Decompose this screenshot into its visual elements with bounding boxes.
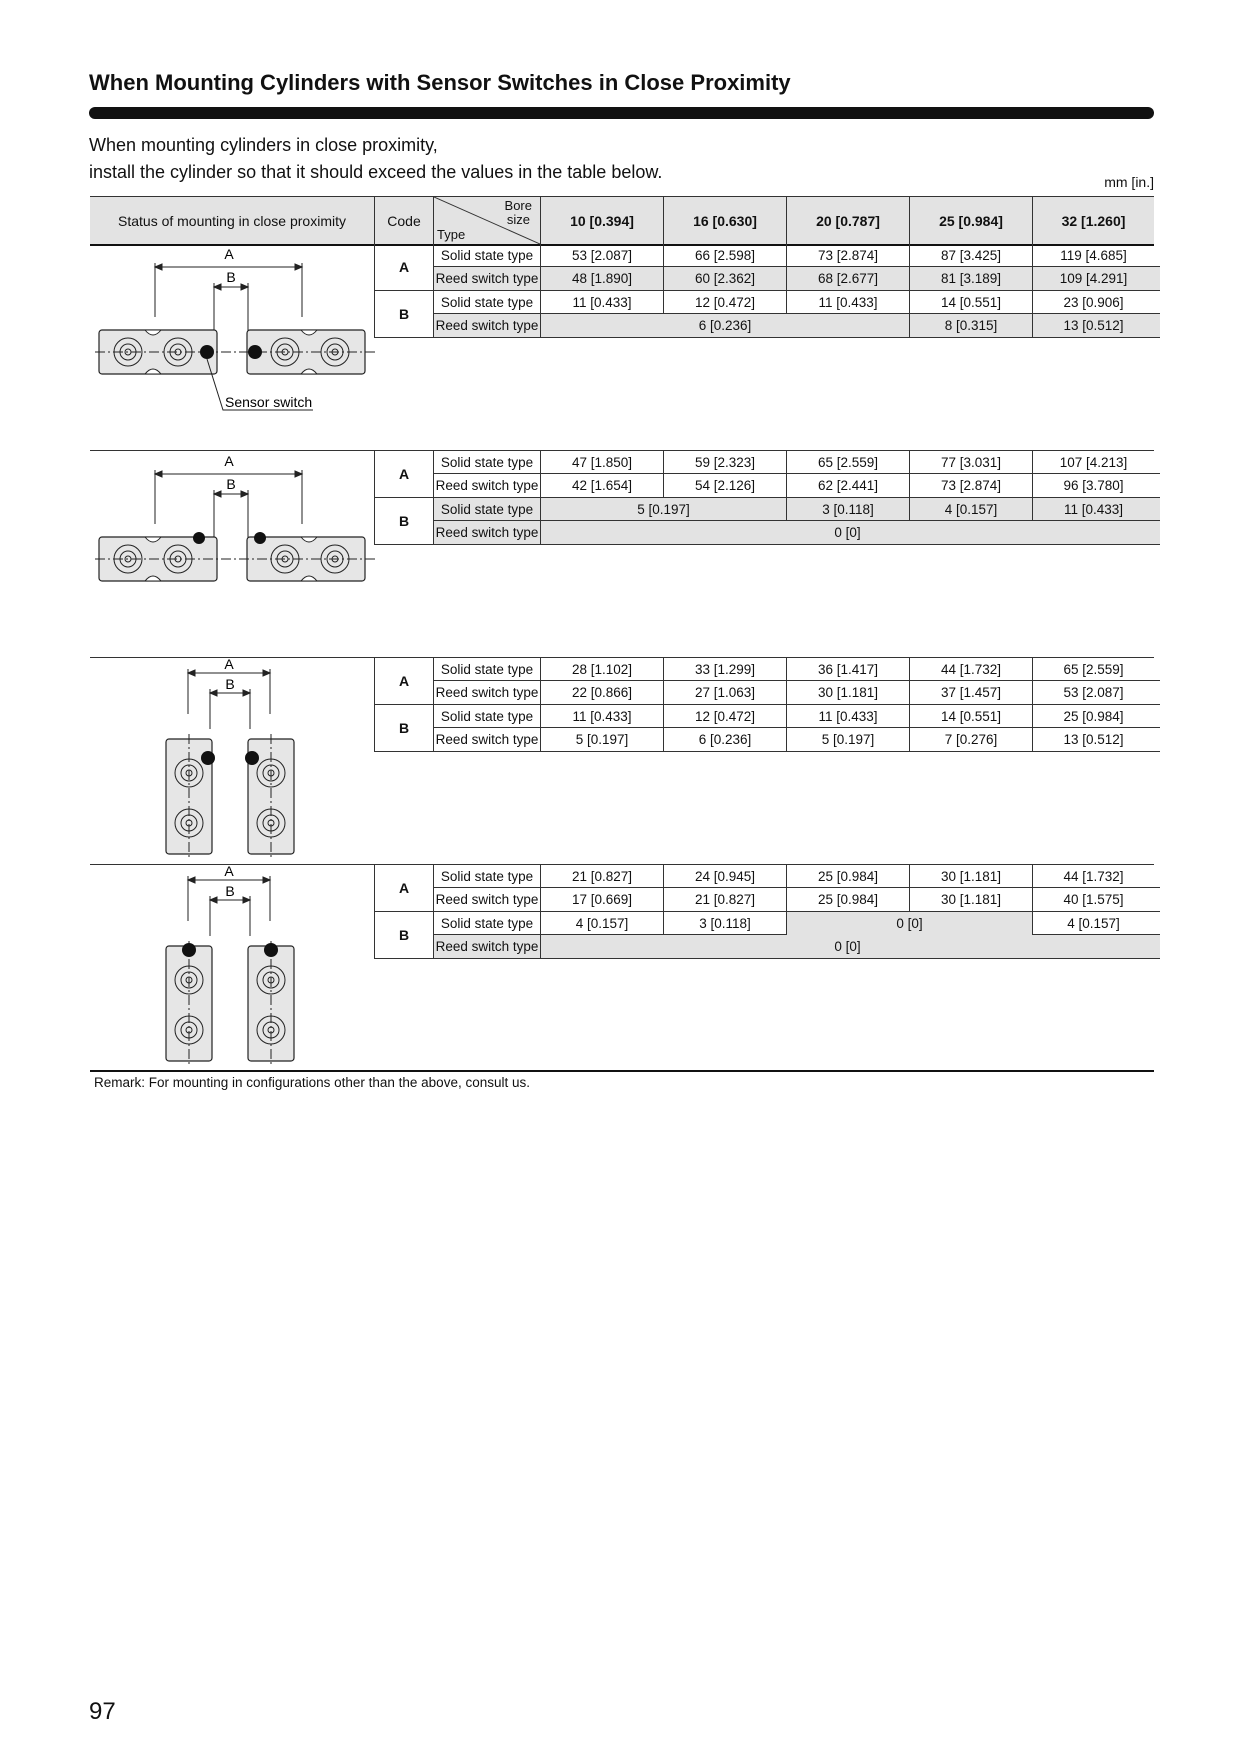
value-cell: 81 [3.189] xyxy=(909,267,1032,290)
table-row xyxy=(433,888,1160,912)
value-cell: 5 [0.197] xyxy=(540,498,786,521)
value-cell: 65 [2.559] xyxy=(786,451,909,474)
value-cell: 21 [0.827] xyxy=(663,888,786,911)
table-row xyxy=(433,705,1160,728)
type-label: Reed switch type xyxy=(433,521,540,544)
value-cell: 4 [0.157] xyxy=(540,912,663,935)
value-cell: 87 [3.425] xyxy=(909,244,1032,267)
value-cell: 25 [0.984] xyxy=(1032,705,1154,728)
value-cell: 8 [0.315] xyxy=(909,314,1032,337)
value-cell: 33 [1.299] xyxy=(663,658,786,681)
remark-text: Remark: For mounting in configurations other than the above, consult us. xyxy=(94,1075,530,1090)
fig3-label-b: B xyxy=(225,676,235,692)
units-label: mm [in.] xyxy=(1104,174,1154,190)
value-cell: 17 [0.669] xyxy=(540,888,663,911)
table-header xyxy=(90,196,1154,246)
sensor-switch-icon xyxy=(193,532,205,544)
value-cell: 28 [1.102] xyxy=(540,658,663,681)
value-cell: 22 [0.866] xyxy=(540,681,663,704)
type-label: Solid state type xyxy=(433,451,540,474)
sensor-switch-icon xyxy=(245,751,259,765)
value-cell: 107 [4.213] xyxy=(1032,451,1154,474)
value-cell: 54 [2.126] xyxy=(663,474,786,497)
table-row xyxy=(433,314,1160,338)
type-label: Solid state type xyxy=(433,705,540,728)
header-bore-10: 10 [0.394] xyxy=(540,197,663,244)
s4-code-a: A xyxy=(374,865,433,912)
type-label: Solid state type xyxy=(433,498,540,521)
sensor-switch-label: Sensor switch xyxy=(225,394,313,410)
value-cell: 62 [2.441] xyxy=(786,474,909,497)
value-cell: 4 [0.157] xyxy=(909,498,1032,521)
fig2-label-a: A xyxy=(224,453,234,469)
value-cell: 11 [0.433] xyxy=(786,291,909,314)
sensor-switch-icon xyxy=(254,532,266,544)
intro-line-1: When mounting cylinders in close proximity, xyxy=(89,135,438,155)
header-bore-20: 20 [0.787] xyxy=(786,197,909,244)
type-label: Reed switch type xyxy=(433,314,540,337)
table-row xyxy=(433,865,1160,888)
value-cell: 65 [2.559] xyxy=(1032,658,1154,681)
value-cell: 109 [4.291] xyxy=(1032,267,1154,290)
intro-line-2: install the cylinder so that it should exceed the values in the table below. xyxy=(89,162,663,182)
type-label: Solid state type xyxy=(433,291,540,314)
value-cell: 37 [1.457] xyxy=(909,681,1032,704)
value-cell: 24 [0.945] xyxy=(663,865,786,888)
value-cell: 59 [2.323] xyxy=(663,451,786,474)
value-cell: 25 [0.984] xyxy=(786,888,909,911)
s1-code-a: A xyxy=(374,244,433,291)
value-cell: 53 [2.087] xyxy=(1032,681,1154,704)
figure-2-diagram xyxy=(95,452,375,602)
value-cell: 13 [0.512] xyxy=(1032,728,1154,751)
value-cell: 0 [0] xyxy=(540,935,1154,958)
intro-text xyxy=(89,132,662,186)
value-cell: 77 [3.031] xyxy=(909,451,1032,474)
value-cell: 36 [1.417] xyxy=(786,658,909,681)
value-cell: 12 [0.472] xyxy=(663,291,786,314)
table-bottom-rule xyxy=(90,1070,1154,1072)
value-cell: 73 [2.874] xyxy=(786,244,909,267)
value-cell: 73 [2.874] xyxy=(909,474,1032,497)
sensor-switch-icon xyxy=(248,345,262,359)
header-code: Code xyxy=(374,197,433,244)
figure-1-diagram xyxy=(95,245,375,425)
fig4-label-a: A xyxy=(224,866,234,879)
value-cell: 0 [0] xyxy=(540,521,1154,544)
s3-code-b: B xyxy=(374,705,433,752)
figure-4-diagram xyxy=(150,866,320,1066)
type-label: Reed switch type xyxy=(433,681,540,704)
figure-3-diagram xyxy=(150,659,320,859)
table-row xyxy=(433,912,1160,935)
value-cell: 53 [2.087] xyxy=(540,244,663,267)
value-cell: 13 [0.512] xyxy=(1032,314,1154,337)
value-cell: 11 [0.433] xyxy=(540,291,663,314)
value-cell: 44 [1.732] xyxy=(909,658,1032,681)
value-cell: 30 [1.181] xyxy=(786,681,909,704)
value-cell: 23 [0.906] xyxy=(1032,291,1154,314)
s1-code-b: B xyxy=(374,291,433,338)
value-cell: 14 [0.551] xyxy=(909,705,1032,728)
s2-code-b: B xyxy=(374,498,433,545)
table-row xyxy=(433,451,1160,474)
type-label: Solid state type xyxy=(433,865,540,888)
value-cell: 30 [1.181] xyxy=(909,888,1032,911)
s3-code-a: A xyxy=(374,658,433,705)
value-cell: 14 [0.551] xyxy=(909,291,1032,314)
value-cell: 25 [0.984] xyxy=(786,865,909,888)
type-label: Solid state type xyxy=(433,244,540,267)
value-cell: 11 [0.433] xyxy=(786,705,909,728)
type-label: Solid state type xyxy=(433,912,540,935)
value-cell: 119 [4.685] xyxy=(1032,244,1154,267)
header-status: Status of mounting in close proximity xyxy=(118,212,346,229)
page-title: When Mounting Cylinders with Sensor Switches in Close Proximity xyxy=(89,70,791,95)
value-cell: 60 [2.362] xyxy=(663,267,786,290)
value-cell: 44 [1.732] xyxy=(1032,865,1154,888)
header-bore-16: 16 [0.630] xyxy=(663,197,786,244)
header-type-bore xyxy=(433,197,540,244)
header-bore-25: 25 [0.984] xyxy=(909,197,1032,244)
value-cell: 48 [1.890] xyxy=(540,267,663,290)
value-cell: 27 [1.063] xyxy=(663,681,786,704)
table-row xyxy=(433,474,1160,498)
header-bore-1: Bore xyxy=(504,198,532,213)
type-label: Reed switch type xyxy=(433,728,540,751)
sensor-switch-icon xyxy=(201,751,215,765)
fig2-label-b: B xyxy=(226,476,236,492)
fig1-label-b: B xyxy=(226,269,236,285)
table-row xyxy=(433,498,1160,521)
header-bore-32: 32 [1.260] xyxy=(1032,197,1154,244)
value-cell: 0 [0] xyxy=(786,912,1032,935)
value-cell: 12 [0.472] xyxy=(663,705,786,728)
s2-code-a: A xyxy=(374,451,433,498)
sensor-switch-icon xyxy=(182,943,196,957)
title-rule xyxy=(89,107,1154,119)
value-cell: 7 [0.276] xyxy=(909,728,1032,751)
sensor-switch-icon xyxy=(200,345,214,359)
value-cell: 30 [1.181] xyxy=(909,865,1032,888)
type-label: Solid state type xyxy=(433,658,540,681)
value-cell: 5 [0.197] xyxy=(540,728,663,751)
value-cell: 6 [0.236] xyxy=(540,314,909,337)
fig4-label-b: B xyxy=(225,883,235,899)
value-cell: 11 [0.433] xyxy=(1032,498,1154,521)
fig3-label-a: A xyxy=(224,659,234,672)
s4-code-b: B xyxy=(374,912,433,959)
page-number: 97 xyxy=(89,1698,116,1725)
table-row xyxy=(433,728,1160,752)
table-row xyxy=(433,291,1160,314)
type-label: Reed switch type xyxy=(433,935,540,958)
header-type: Type xyxy=(437,227,466,242)
value-cell: 11 [0.433] xyxy=(540,705,663,728)
header-bore-2: size xyxy=(506,212,530,227)
type-label: Reed switch type xyxy=(433,888,540,911)
type-label: Reed switch type xyxy=(433,267,540,290)
table-row xyxy=(433,244,1160,267)
value-cell: 47 [1.850] xyxy=(540,451,663,474)
value-cell: 4 [0.157] xyxy=(1032,912,1154,935)
table-row xyxy=(433,935,1160,959)
table-row xyxy=(433,658,1160,681)
table-row xyxy=(433,681,1160,705)
value-cell: 21 [0.827] xyxy=(540,865,663,888)
value-cell: 3 [0.118] xyxy=(786,498,909,521)
value-cell: 3 [0.118] xyxy=(663,912,786,935)
table-row xyxy=(433,267,1160,291)
value-cell: 40 [1.575] xyxy=(1032,888,1154,911)
fig1-label-a: A xyxy=(224,246,234,262)
sensor-switch-icon xyxy=(264,943,278,957)
type-label: Reed switch type xyxy=(433,474,540,497)
value-cell: 6 [0.236] xyxy=(663,728,786,751)
value-cell: 42 [1.654] xyxy=(540,474,663,497)
table-row xyxy=(433,521,1160,545)
value-cell: 5 [0.197] xyxy=(786,728,909,751)
value-cell: 96 [3.780] xyxy=(1032,474,1154,497)
value-cell: 68 [2.677] xyxy=(786,267,909,290)
value-cell: 66 [2.598] xyxy=(663,244,786,267)
